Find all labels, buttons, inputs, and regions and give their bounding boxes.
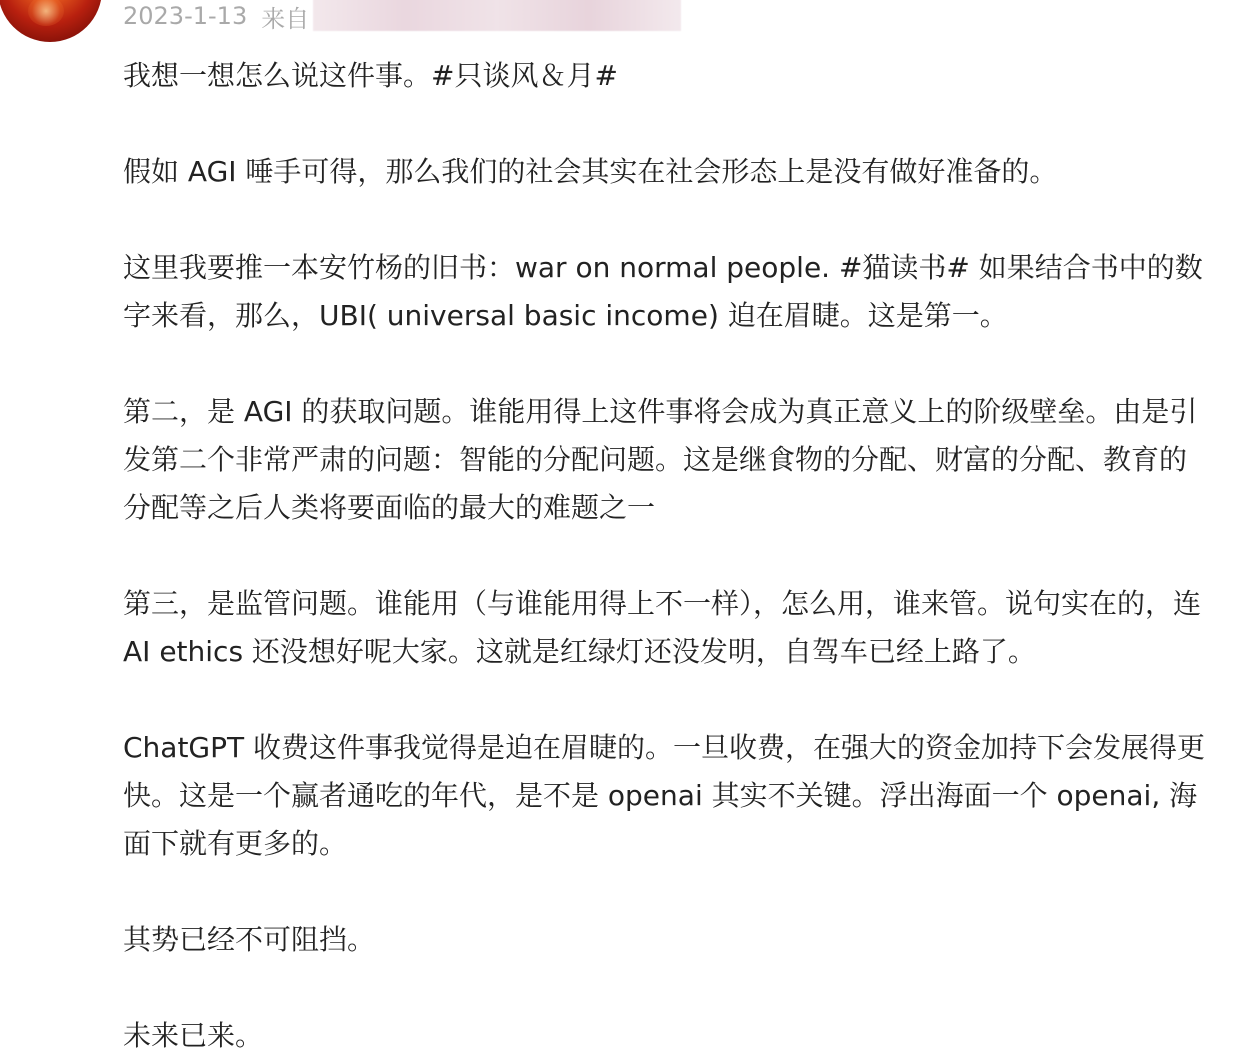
post-paragraph: 假如 AGI 唾手可得，那么我们的社会其实在社会形态上是没有做好准备的。	[123, 155, 1058, 188]
post-paragraph: 第二，是 AGI 的获取问题。谁能用得上这件事将会成为真正意义上的阶级壁垒。由是引发第二个非常严肃的问题：智能的分配问题。这是继食物的分配、财富的分配、教育的分配等之后人类将要面临的最大的难题之一	[123, 395, 1198, 524]
avatar[interactable]	[0, 0, 102, 42]
post-paragraph: 其势已经不可阻挡。	[123, 923, 376, 956]
post-meta	[123, 0, 681, 32]
post-date: 2023-1-13	[123, 2, 248, 30]
post-paragraph: ChatGPT 收费这件事我觉得是迫在眉睫的。一旦收费，在强大的资金加持下会发展得更快。这是一个赢者通吃的年代，是不是 openai 其实不关键。浮出海面一个 openai, 海面下就有更多的。	[123, 731, 1206, 860]
post-paragraph: 这里我要推一本安竹杨的旧书：war on normal people. #猫读书# 如果结合书中的数字来看，那么，UBI( universal basic income) 迫在眉睫。这是第一。	[123, 251, 1203, 332]
post-paragraph: 未来已来。	[123, 1019, 264, 1052]
post-paragraph: 我想一想怎么说这件事。#只谈风＆月#	[123, 59, 618, 92]
post-body	[123, 52, 1213, 1060]
redacted-source	[313, 0, 681, 31]
post-paragraph: 第三，是监管问题。谁能用（与谁能用得上不一样），怎么用，谁来管。说句实在的，连 AI ethics 还没想好呢大家。这就是红绿灯还没发明，自驾车已经上路了。	[123, 587, 1202, 668]
source-label: 来自	[261, 4, 310, 33]
